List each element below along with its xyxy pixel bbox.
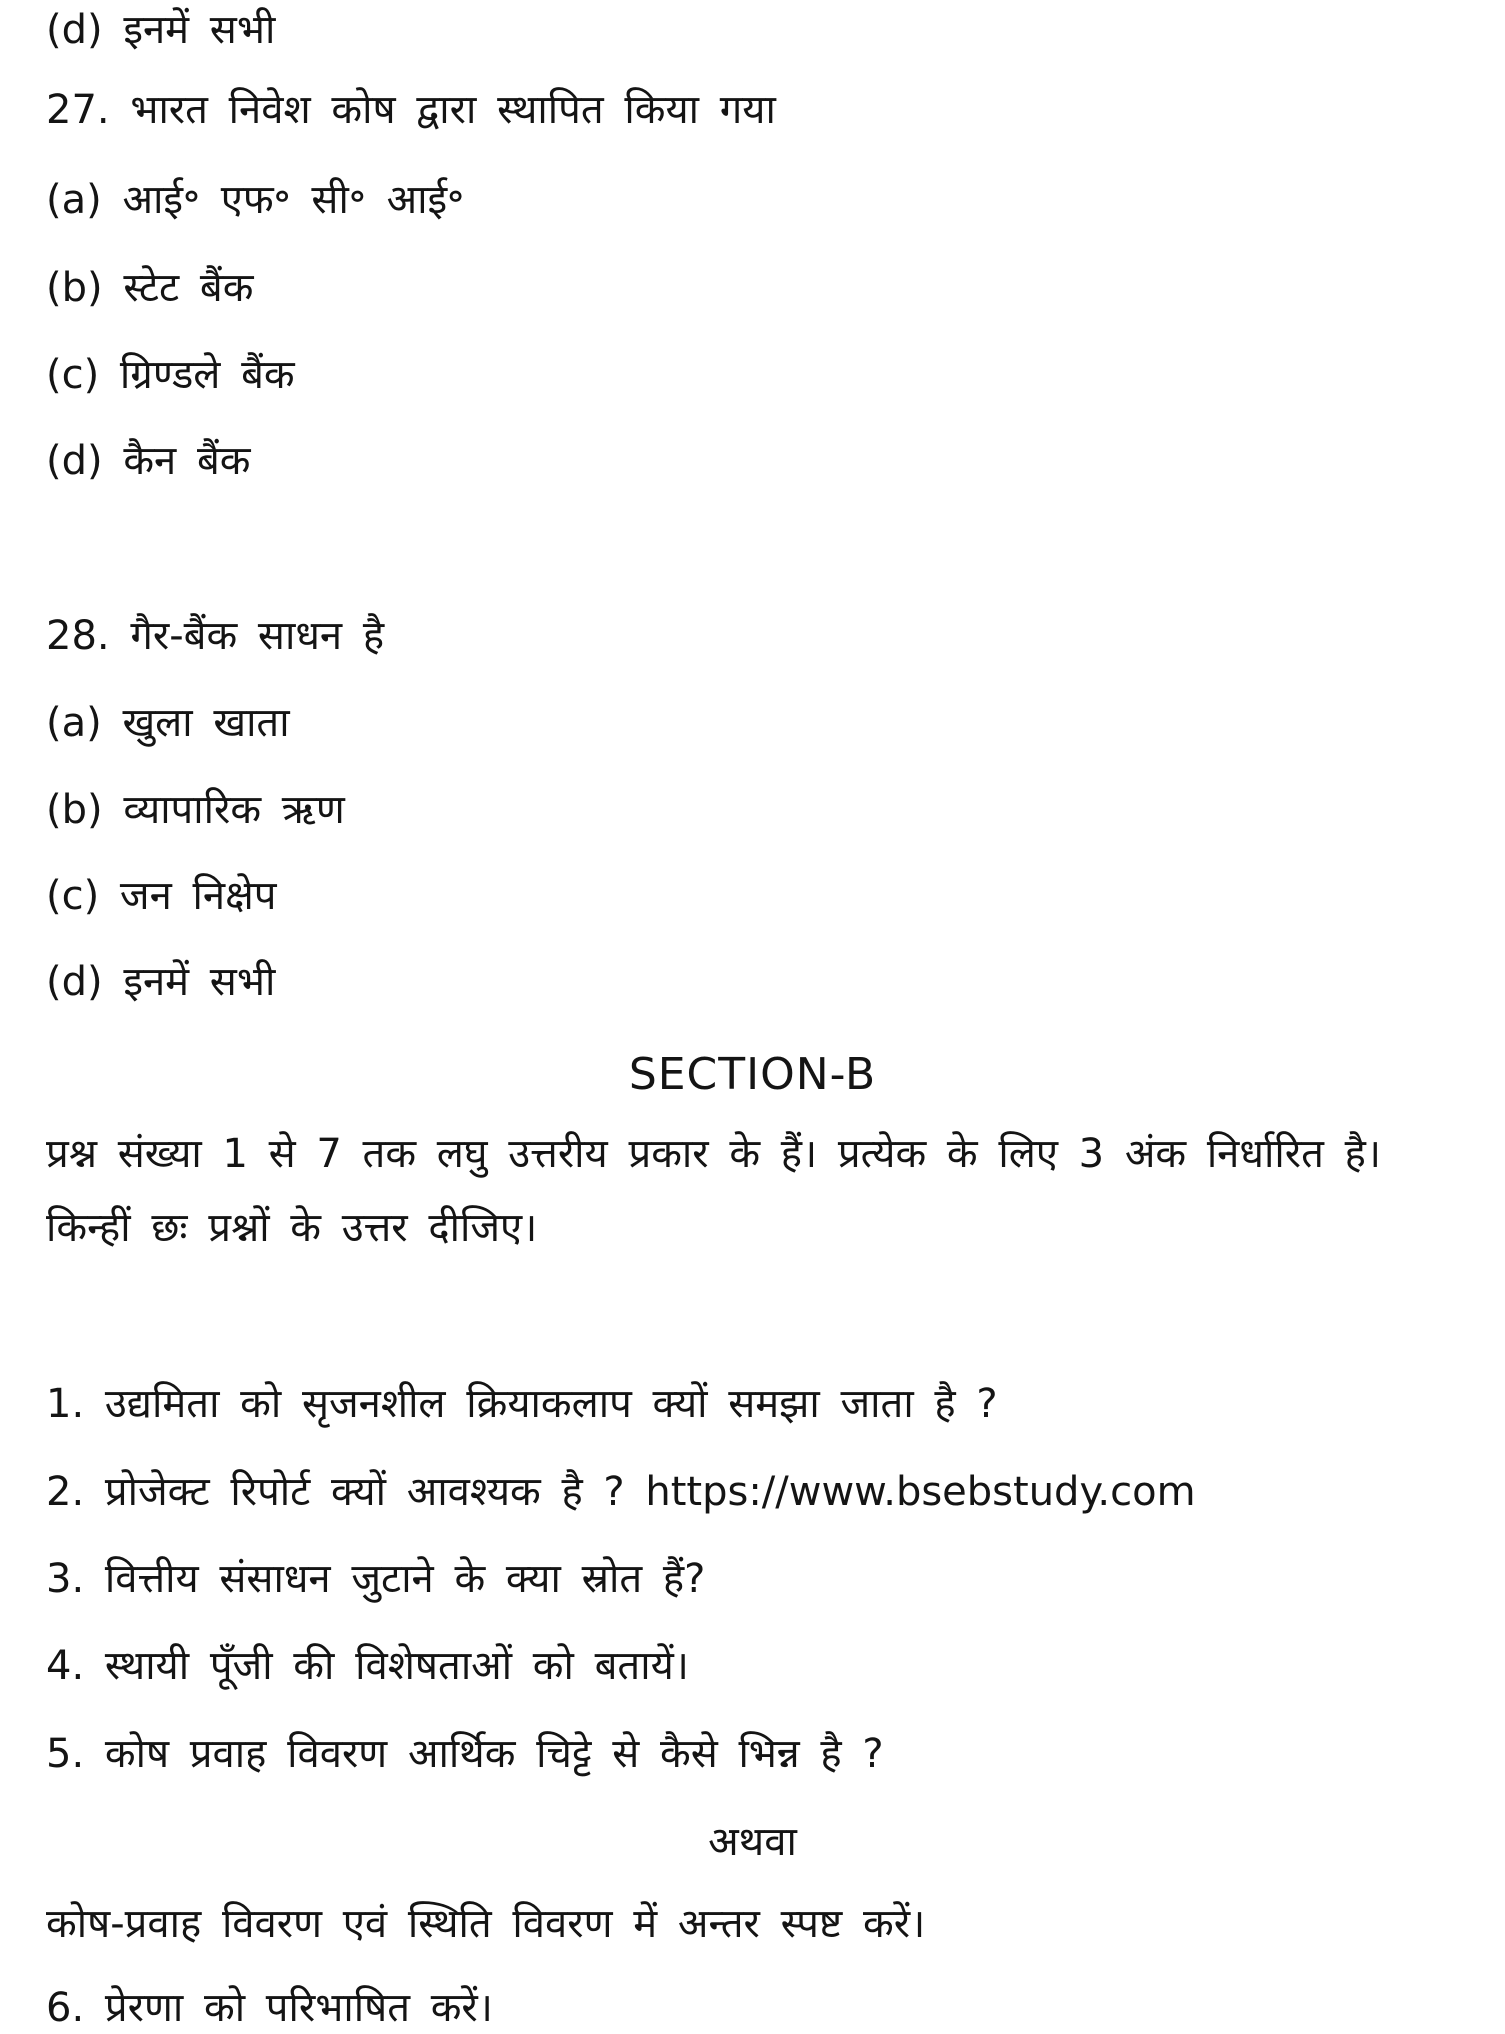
option-28-d: (d) इनमें सभी (46, 959, 276, 1005)
question-sb-2 (46, 1466, 1481, 1518)
or-separator: अथवा (708, 1819, 797, 1865)
question-sb-2-text: 2. प्रोजेक्ट रिपोर्ट क्यों आवश्यक है ? (46, 1469, 625, 1515)
question-sb-6: 6. प्रेरणा को परिभाषित करें। (46, 1985, 493, 2031)
question-27: 27. भारत निवेश कोष द्वारा स्थापित किया गया (46, 87, 776, 133)
question-sb-5-alternative: कोष-प्रवाह विवरण एवं स्थिति विवरण में अन्तर स्पष्ट करें। (46, 1901, 926, 1947)
question-sb-4: 4. स्थायी पूँजी की विशेषताओं को बतायें। (46, 1643, 689, 1689)
option-28-b: (b) व्यापारिक ऋण (46, 787, 345, 833)
section-b-instructions-line-1: प्रश्न संख्या 1 से 7 तक लघु उत्तरीय प्रकार के हैं। प्रत्येक के लिए 3 अंक निर्धारित है। (46, 1131, 1381, 1177)
option-27-d: (d) कैन बैंक (46, 438, 251, 484)
question-sb-5: 5. कोष प्रवाह विवरण आर्थिक चिट्टे से कैसे भिन्न है ? (46, 1731, 884, 1777)
option-27-c: (c) ग्रिण्डले बैंक (46, 352, 295, 398)
question-28: 28. गैर-बैंक साधन है (46, 613, 385, 659)
option-28-a: (a) खुला खाता (46, 700, 290, 746)
section-b-heading: SECTION-B (628, 1049, 877, 1100)
question-sb-3: 3. वित्तीय संसाधन जुटाने के क्या स्रोत हैं? (46, 1556, 706, 1602)
watermark-url: https://www.bsebstudy.com (645, 1469, 1196, 1515)
option-prev-d: (d) इनमें सभी (46, 7, 276, 53)
option-27-a: (a) आई॰ एफ॰ सी॰ आई॰ (46, 177, 465, 223)
section-b-instructions-line-2: किन्हीं छः प्रश्नों के उत्तर दीजिए। (46, 1205, 538, 1251)
option-27-b: (b) स्टेट बैंक (46, 265, 254, 311)
option-28-c: (c) जन निक्षेप (46, 873, 277, 919)
question-sb-1: 1. उद्यमिता को सृजनशील क्रियाकलाप क्यों समझा जाता है ? (46, 1381, 998, 1427)
